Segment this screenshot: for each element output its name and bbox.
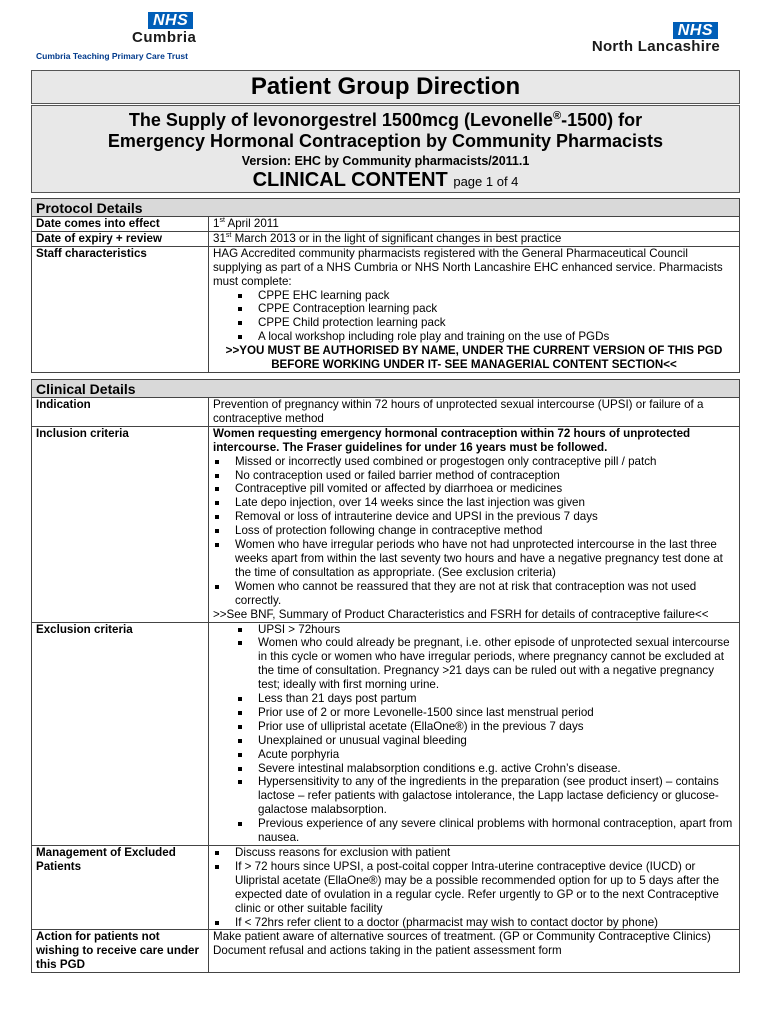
list-item: Contraceptive pill vomited or affected by diarrhoea or medicines — [215, 482, 735, 496]
table-row — [32, 846, 740, 930]
indication-value: Prevention of pregnancy within 72 hours of unprotected sexual intercourse (UPSI) or failure of a contraceptive method — [209, 398, 740, 427]
action-value — [209, 930, 740, 973]
list-item: Women who cannot be reassured that they are not at risk that contraception was not used correctly. — [215, 580, 735, 608]
staff-requirements-list — [213, 289, 735, 345]
list-item: Previous experience of any severe clinical problems with hormonal contraception, apart from nausea. — [238, 817, 735, 845]
document-subtitle-box — [31, 105, 740, 193]
table-row — [32, 217, 740, 232]
date-effect-value — [209, 217, 740, 232]
table-row — [32, 622, 740, 846]
list-item: Prior use of ullipristal acetate (EllaOne®) in the previous 7 days — [238, 720, 735, 734]
exclusion-list — [213, 623, 735, 846]
authorisation-note: >>YOU MUST BE AUTHORISED BY NAME, UNDER THE CURRENT VERSION OF THIS PGD BEFORE WORKING UNDER IT- SEE MANAGERIAL CONTENT SECTION<< — [225, 344, 723, 372]
table-row — [32, 930, 740, 973]
clinical-details-table — [31, 379, 740, 973]
list-item: Discuss reasons for exclusion with patient — [215, 846, 735, 860]
action-label: Action for patients not wishing to receive care under this PGD — [32, 930, 209, 973]
management-list — [213, 846, 735, 929]
list-item: Prior use of 2 or more Levonelle-1500 since last menstrual period — [238, 706, 735, 720]
list-item: Women who could already be pregnant, i.e. other episode of unprotected sexual intercourse in this cycle or women who have irregular periods, where pregnancy cannot be excluded at the time of consultation. Pregnancy >21 days can be ruled out with a negative pregnancy test; ideally with first morning urine. — [238, 636, 735, 692]
inclusion-label: Inclusion criteria — [32, 426, 209, 622]
list-item: Unexplained or unusual vaginal bleeding — [238, 734, 735, 748]
staff-label: Staff characteristics — [32, 246, 209, 372]
list-item: Women who have irregular periods who have not had unprotected intercourse in the last three weeks apart from within the last seventy two hours and have a negative pregnancy test done at the time of consultation as appropriate. (See exclusion criteria) — [215, 538, 735, 580]
version-line: Version: EHC by Community pharmacists/2011.1 — [241, 154, 530, 168]
management-value — [209, 846, 740, 930]
list-item: Removal or loss of intrauterine device and UPSI in the previous 7 days — [215, 510, 735, 524]
indication-label: Indication — [32, 398, 209, 427]
expiry-rest: March 2013 or in the light of significant changes in best practice — [231, 231, 562, 245]
page-indicator: page 1 of 4 — [453, 174, 519, 189]
clinical-details-heading: Clinical Details — [32, 380, 740, 398]
subtitle-line-1 — [32, 110, 739, 131]
expiry-suffix: st — [225, 232, 232, 240]
list-item: Less than 21 days post partum — [238, 692, 735, 706]
nhs-badge-right: NHS — [673, 22, 718, 39]
org-subtitle: Cumbria Teaching Primary Care Trust — [36, 51, 188, 61]
date-effect-suffix: st — [219, 217, 225, 225]
action-line-2: Document refusal and actions taking in the patient assessment form — [213, 944, 562, 958]
document-title: Patient Group Direction — [31, 70, 740, 104]
inclusion-value — [209, 426, 740, 622]
list-item: CPPE Child protection learning pack — [238, 316, 735, 330]
list-item: Late depo injection, over 14 weeks since the last injection was given — [215, 496, 735, 510]
date-effect-rest: April 2011 — [224, 217, 279, 230]
expiry-day: 31 — [213, 231, 226, 245]
date-effect-label: Date comes into effect — [32, 217, 209, 232]
exclusion-value — [209, 622, 740, 846]
action-line-1: Make patient aware of alternative sources of treatment. (GP or Community Contraceptive Clinics) — [213, 930, 711, 944]
management-label: Management of Excluded Patients — [32, 846, 209, 930]
protocol-details-table — [31, 198, 740, 373]
table-row — [32, 426, 740, 622]
staff-text: HAG Accredited community pharmacists registered with the General Pharmaceutical Council supplying as part of a NHS Cumbria or NHS North Lancashire EHC enhanced service. Pharmacists must complete: — [213, 246, 723, 288]
subtitle-part-a: The Supply of levonorgestrel 1500mcg (Levonelle — [128, 110, 553, 130]
inclusion-note: >>See BNF, Summary of Product Characteristics and FSRH for details of contraceptive failure<< — [213, 607, 709, 621]
table-row — [32, 398, 740, 427]
list-item: CPPE EHC learning pack — [238, 289, 735, 303]
list-item: Severe intestinal malabsorption conditions e.g. active Crohn’s disease. — [238, 762, 735, 776]
org-name-cumbria: Cumbria — [132, 29, 197, 46]
inclusion-list — [213, 455, 735, 608]
org-name-north-lancashire: North Lancashire — [591, 38, 720, 55]
nhs-badge-left: NHS — [148, 12, 193, 29]
inclusion-lead: Women requesting emergency hormonal contraception within 72 hours of unprotected intercourse. The Fraser guidelines for under 16 years must be followed. — [213, 426, 691, 454]
date-effect-day: 1 — [213, 217, 220, 230]
clinical-content-label: CLINICAL CONTENT — [252, 169, 448, 191]
list-item: If > 72 hours since UPSI, a post-coital copper Intra-uterine contraceptive device (IUCD) or Ulipristal acetate (EllaOne®) may be a possible recommended option for up to 5 days after the expected date of ovulation in a regular cycle. Refer urgently to GP or to the next Contraceptive clinic or other suitable facility — [215, 860, 735, 916]
staff-value — [209, 246, 740, 372]
table-row — [32, 246, 740, 372]
subtitle-line-2: Emergency Hormonal Contraception by Community Pharmacists — [107, 131, 664, 151]
table-row — [32, 231, 740, 246]
list-item: A local workshop including role play and training on the use of PGDs — [238, 330, 735, 344]
list-item: UPSI > 72hours — [238, 623, 735, 637]
list-item: Acute porphyria — [238, 748, 735, 762]
list-item: Missed or incorrectly used combined or progestogen only contraceptive pill / patch — [215, 455, 735, 469]
subtitle-part-b: -1500) for — [561, 110, 643, 130]
expiry-label: Date of expiry + review — [32, 231, 209, 246]
clinical-content-heading — [32, 169, 739, 193]
list-item: CPPE Contraception learning pack — [238, 302, 735, 316]
protocol-details-heading: Protocol Details — [32, 199, 740, 217]
list-item: Loss of protection following change in contraceptive method — [215, 524, 735, 538]
registered-mark: ® — [552, 110, 562, 122]
list-item: If < 72hrs refer client to a doctor (pharmacist may wish to contact doctor by phone) — [215, 916, 735, 930]
list-item: Hypersensitivity to any of the ingredients in the preparation (see product insert) – contains lactose – refer patients with galactose intolerance, the Lapp lactase deficiency or glucose-galactose malabsorption. — [238, 775, 735, 817]
exclusion-label: Exclusion criteria — [32, 622, 209, 846]
expiry-value — [209, 231, 740, 246]
list-item: No contraception used or failed barrier method of contraception — [215, 469, 735, 483]
